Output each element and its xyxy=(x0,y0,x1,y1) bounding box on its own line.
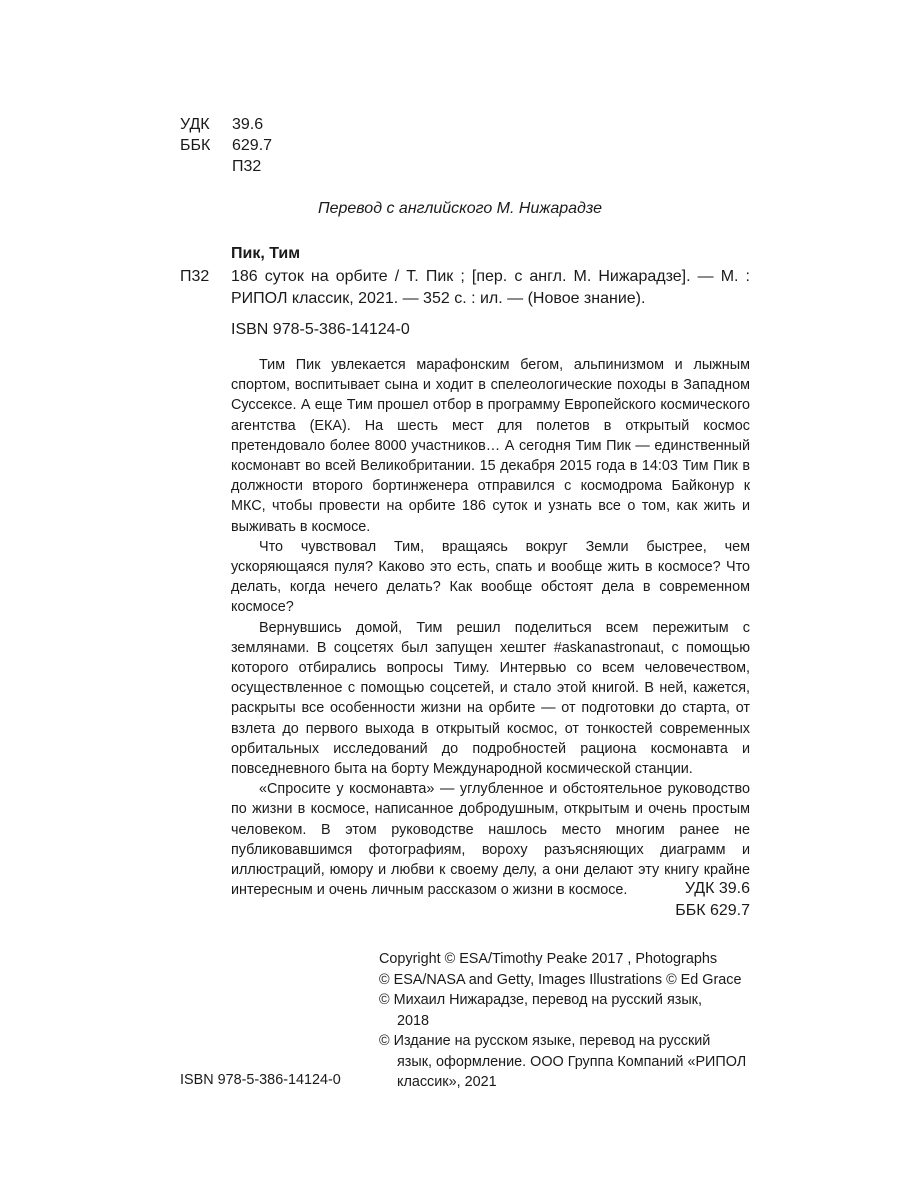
catalog-description: 186 суток на орбите / Т. Пик ; [пер. с англ. М. Нижарадзе]. — М. : РИПОЛ классик, 2021. — 352 с. : ил. — (Новое знание). xyxy=(231,268,750,307)
udk-value: 39.6 xyxy=(232,116,264,133)
translator-note: Перевод с английского М. Нижарадзе xyxy=(318,200,603,217)
catalog-isbn: ISBN 978-5-386-14124-0 xyxy=(231,321,410,338)
author-mark: П32 xyxy=(232,158,262,175)
annotation-paragraph: Тим Пик увлекается марафонским бегом, альпинизмом и лыжным спортом, воспитывает сына и ходит в спелеологические походы в Западном Суссексе. А еще Тим прошел отбор в программу Европейского космического агентства (ЕКА). На шесть мест для полетов в открытый космос претендовало более 8000 участников… А сегодня Тим Пик — единственный космонавт во всей Великобритании. 15 декабря 2015 года в 14:03 Тим Пик в должности второго бортинженера отправился с космодрома Байконур к МКС, чтобы провести на орбите 186 суток и узнать все о том, как жить и выживать в космосе. xyxy=(231,357,750,535)
catalog-index: П32 xyxy=(180,268,210,285)
annotation xyxy=(231,355,750,900)
copyright-line: © Издание на русском языке, перевод на русский xyxy=(379,1033,711,1049)
annotation-bbk: ББК 629.7 xyxy=(675,902,750,919)
copyright-line: классик», 2021 xyxy=(397,1074,497,1090)
copyright-line: язык, оформление. ООО Группа Компаний «РИПОЛ xyxy=(397,1053,747,1070)
bbk-row xyxy=(180,136,272,156)
isbn-bottom: ISBN 978-5-386-14124-0 xyxy=(180,1072,341,1088)
copyright-line: 2018 xyxy=(397,1012,430,1029)
bbk-label: ББК xyxy=(180,137,211,154)
catalog-author: Пик, Тим xyxy=(231,245,301,262)
udk-label: УДК xyxy=(180,116,210,133)
annotation-paragraph: Что чувствовал Тим, вращаясь вокруг Земли быстрее, чем ускоряющаяся пуля? Каково это есть, спать и вообще жить в космосе? Что делать, когда нечего делать? Как вообще обстоят дела в современном космосе? xyxy=(231,538,750,616)
copyright-line: © Михаил Нижарадзе, перевод на русский язык, xyxy=(379,992,702,1008)
annotation-classification xyxy=(675,878,750,922)
udk-row xyxy=(180,115,263,135)
copyright-line: Copyright © ESA/Timothy Peake 2017 , Photographs xyxy=(379,951,718,967)
bbk-value: 629.7 xyxy=(232,137,273,154)
copyright-block xyxy=(379,949,759,1093)
annotation-paragraph: Вернувшись домой, Тим решил поделиться всем пережитым с землянами. В соцсетях был запущен хештег #askanastronaut, с помощью которого отбирались вопросы Тиму. Интервью со всем человечеством, осуществленное с помощью соцсетей, и стало этой книгой. В ней, кажется, раскрыты все особенности жизни на орбите — от подготовки до старта, от взлета до первого выхода в открытый космос, от тонкостей современных орбитальных исследований до подробностей рациона космонавта и повседневного быта на борту Международной космической станции. xyxy=(231,619,750,778)
annotation-paragraph: «Спросите у космонавта» — углубленное и обстоятельное руководство по жизни в космосе, написанное добродушным, открытым и очень простым человеком. В этом руководстве нашлось место многим ранее не публиковавшимся фотографиям, вороху разъясняющих диаграмм и иллюстраций, юмору и любви к своему делу, а они делают эту книгу крайне интересным и очень личным рассказом о жизни в космосе. xyxy=(231,781,750,899)
annotation-udk: УДК 39.6 xyxy=(684,880,750,897)
copyright-line: © ESA/NASA and Getty, Images Illustrations © Ed Grace xyxy=(379,971,742,988)
